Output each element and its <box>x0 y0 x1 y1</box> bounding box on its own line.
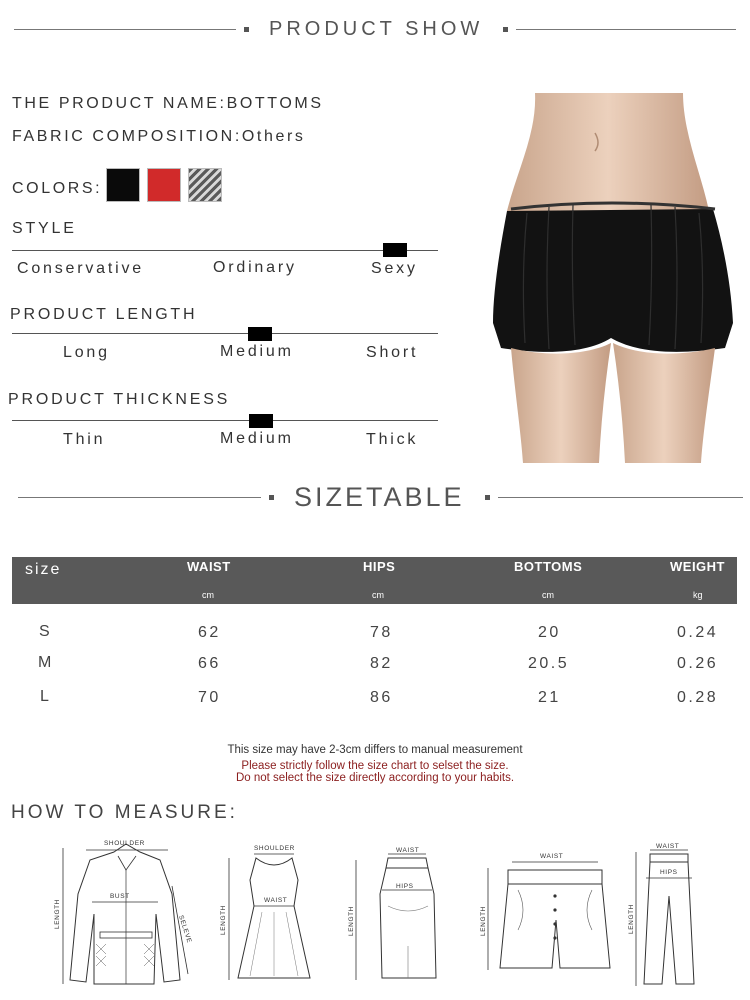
sleeve-label: SELEVE <box>177 914 193 945</box>
length-option-short: Short <box>366 344 419 361</box>
hips-label: HIPS <box>660 869 678 876</box>
hips-unit: cm <box>372 590 384 600</box>
dress-measure-diagram <box>214 840 314 986</box>
sizetable-header <box>0 482 750 513</box>
weight-cell: 0.26 <box>677 655 719 672</box>
measurement-note: This size may have 2-3cm differs to manual measurement <box>227 744 523 756</box>
length-scale-line <box>12 333 438 334</box>
bottoms-column-header: BOTTOMS <box>514 559 583 574</box>
waist-cell: 70 <box>198 689 221 706</box>
thickness-option-medium: Medium <box>220 430 294 447</box>
waist-cell: 62 <box>198 624 221 641</box>
header-rule-right <box>516 29 736 30</box>
bottoms-cell: 21 <box>538 689 561 706</box>
length-label: LENGTH <box>54 899 61 929</box>
skirt-measure-diagram <box>344 846 444 986</box>
size-cell: M <box>38 654 54 671</box>
weight-cell: 0.24 <box>677 624 719 641</box>
sizetable-rule-right <box>498 497 743 498</box>
thickness-option-thick: Thick <box>366 431 419 448</box>
waist-column-header: WAIST <box>187 559 231 574</box>
length-scale-label: PRODUCT LENGTH <box>10 306 198 323</box>
hips-cell: 86 <box>370 689 393 706</box>
waist-unit: cm <box>202 590 214 600</box>
hips-label: HIPS <box>396 883 414 890</box>
length-scale-marker <box>248 327 272 341</box>
product-show-header <box>0 18 750 41</box>
shorts-measure-diagram <box>478 850 624 974</box>
sizetable-title: SIZETABLE <box>294 482 465 512</box>
length-option-long: Long <box>63 344 110 361</box>
weight-column-header: WEIGHT <box>670 559 725 574</box>
thickness-scale-marker <box>249 414 273 428</box>
style-scale-marker <box>383 243 407 257</box>
trousers-measure-diagram <box>626 842 702 990</box>
waist-label: WAIST <box>264 897 288 904</box>
fabric-composition: FABRIC COMPOSITION:Others <box>12 128 306 145</box>
shoulder-label: SHOULDER <box>104 840 145 847</box>
waist-label: WAIST <box>540 853 564 860</box>
size-chart-warning: Please strictly follow the size chart to selset the size. <box>241 760 509 772</box>
color-swatch-grey-pattern[interactable] <box>188 168 222 202</box>
size-cell: S <box>39 623 53 640</box>
length-label: LENGTH <box>220 905 227 935</box>
style-scale-label: STYLE <box>12 220 77 237</box>
waist-cell: 66 <box>198 655 221 672</box>
length-label: LENGTH <box>480 906 487 936</box>
length-label: LENGTH <box>348 906 355 936</box>
bottoms-cell: 20.5 <box>528 655 570 672</box>
shoulder-label: SHOULDER <box>254 845 295 852</box>
jacket-measure-diagram <box>48 834 198 989</box>
length-option-medium: Medium <box>220 343 294 360</box>
bottoms-unit: cm <box>542 590 554 600</box>
sizetable-dot-left <box>269 495 274 500</box>
weight-unit: kg <box>693 590 703 600</box>
thickness-scale-line <box>12 420 438 421</box>
style-option-sexy: Sexy <box>371 260 418 277</box>
product-photo <box>487 93 737 463</box>
size-column-header: size <box>25 561 62 578</box>
habit-warning: Do not select the size directly according to your habits. <box>235 772 515 784</box>
waist-label: WAIST <box>396 847 420 854</box>
weight-cell: 0.28 <box>677 689 719 706</box>
header-rule-left <box>14 29 236 30</box>
size-cell: L <box>40 688 52 705</box>
hips-cell: 78 <box>370 624 393 641</box>
style-option-ordinary: Ordinary <box>213 259 297 276</box>
header-dot-left <box>244 27 249 32</box>
hips-column-header: HIPS <box>363 559 396 574</box>
style-scale-line <box>12 250 438 251</box>
hips-cell: 82 <box>370 655 393 672</box>
sizetable-dot-right <box>485 495 490 500</box>
color-swatch-red[interactable] <box>147 168 181 202</box>
thickness-option-thin: Thin <box>63 431 106 448</box>
thickness-scale-label: PRODUCT THICKNESS <box>8 391 231 408</box>
product-show-title: PRODUCT SHOW <box>269 18 484 40</box>
bust-label: BUST <box>110 893 130 900</box>
size-table-header <box>12 557 737 604</box>
how-to-measure-title: HOW TO MEASURE: <box>11 802 238 823</box>
bottoms-cell: 20 <box>538 624 561 641</box>
color-swatch-black[interactable] <box>106 168 140 202</box>
length-label: LENGTH <box>628 904 635 934</box>
sizetable-rule-left <box>18 497 261 498</box>
header-dot-right <box>503 27 508 32</box>
colors-label: COLORS: <box>12 180 103 197</box>
waist-label: WAIST <box>656 843 680 850</box>
product-name: THE PRODUCT NAME:BOTTOMS <box>12 95 324 112</box>
style-option-conservative: Conservative <box>17 260 144 277</box>
